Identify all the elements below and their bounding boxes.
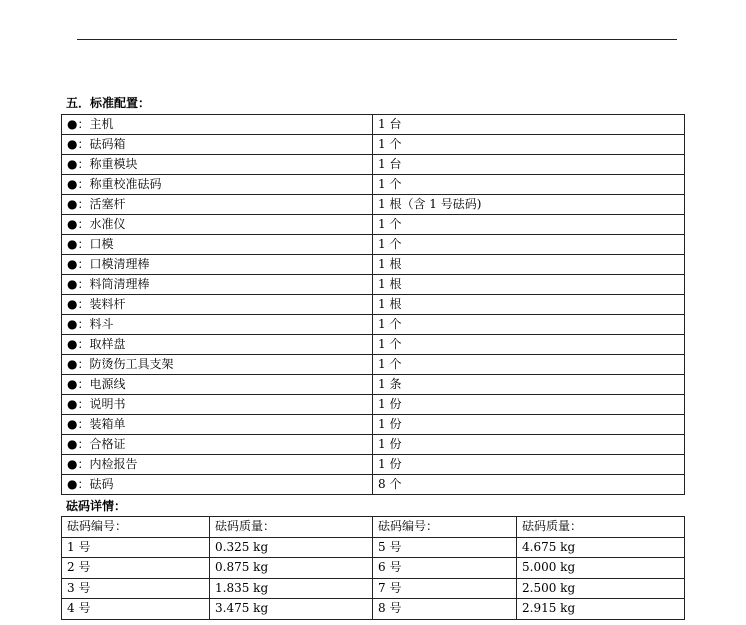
weights-header-cell: 砝码编号：: [373, 517, 517, 538]
weights-header-row: [62, 517, 685, 538]
config-item-qty: 1 个: [373, 355, 685, 375]
config-item-label: 口模: [89, 237, 114, 251]
config-item-qty: 1 根: [373, 295, 685, 315]
weights-row: [62, 537, 685, 558]
bullet-prefix: ●：: [67, 417, 90, 431]
config-item-name: [62, 355, 373, 375]
bullet-prefix: ●：: [67, 277, 90, 291]
config-item-name: [62, 455, 373, 475]
bullet-prefix: ●：: [67, 217, 90, 231]
weight-number-cell: 7 号: [373, 578, 517, 599]
config-item-qty: 1 根（含 1 号砝码): [373, 195, 685, 215]
config-item-name: [62, 435, 373, 455]
bullet-prefix: ●：: [67, 357, 90, 371]
config-item-name: [62, 295, 373, 315]
config-row: [62, 435, 685, 455]
config-item-label: 取样盘: [89, 337, 126, 351]
weight-number-cell: 6 号: [373, 558, 517, 579]
config-row: [62, 295, 685, 315]
config-item-qty: 1 个: [373, 235, 685, 255]
weights-header-cell: 砝码质量：: [517, 517, 685, 538]
weights-row: [62, 599, 685, 620]
weights-row: [62, 558, 685, 579]
config-item-label: 说明书: [89, 397, 126, 411]
weights-title: 砝码详情：: [66, 499, 127, 513]
weights-header-cell: 砝码编号：: [62, 517, 210, 538]
config-row: [62, 395, 685, 415]
weight-mass-cell: 3.475 kg: [210, 599, 373, 620]
config-item-qty: 1 份: [373, 435, 685, 455]
config-item-label: 砝码箱: [89, 137, 126, 151]
bullet-prefix: ●：: [67, 377, 90, 391]
bullet-prefix: ●：: [67, 457, 90, 471]
config-item-label: 称重校准砝码: [89, 177, 162, 191]
bullet-prefix: ●：: [67, 317, 90, 331]
config-item-name: [62, 375, 373, 395]
standard-config-table: [61, 114, 685, 495]
config-row: [62, 275, 685, 295]
bullet-prefix: ●：: [67, 157, 90, 171]
bullet-prefix: ●：: [67, 117, 90, 131]
config-item-qty: 1 条: [373, 375, 685, 395]
bullet-prefix: ●：: [67, 197, 90, 211]
weight-mass-cell: 0.875 kg: [210, 558, 373, 579]
config-row: [62, 255, 685, 275]
config-row: [62, 415, 685, 435]
weight-mass-cell: 4.675 kg: [517, 537, 685, 558]
config-item-name: [62, 315, 373, 335]
config-item-name: [62, 415, 373, 435]
config-item-name: [62, 115, 373, 135]
config-item-label: 口模清理棒: [89, 257, 150, 271]
config-item-qty: 8 个: [373, 475, 685, 495]
config-item-label: 内检报告: [89, 457, 138, 471]
weight-mass-cell: 0.325 kg: [210, 537, 373, 558]
bullet-prefix: ●：: [67, 297, 90, 311]
config-item-name: [62, 135, 373, 155]
config-item-label: 料斗: [89, 317, 114, 331]
weight-number-cell: 1 号: [62, 537, 210, 558]
config-item-label: 料筒清理棒: [89, 277, 150, 291]
config-row: [62, 235, 685, 255]
config-row: [62, 455, 685, 475]
config-item-qty: 1 份: [373, 395, 685, 415]
config-item-label: 称重模块: [89, 157, 138, 171]
config-item-label: 水准仪: [89, 217, 126, 231]
bullet-prefix: ●：: [67, 397, 90, 411]
config-item-name: [62, 275, 373, 295]
config-item-name: [62, 395, 373, 415]
weight-number-cell: 4 号: [62, 599, 210, 620]
bullet-prefix: ●：: [67, 237, 90, 251]
config-item-qty: 1 个: [373, 175, 685, 195]
config-item-name: [62, 475, 373, 495]
config-item-name: [62, 335, 373, 355]
bullet-prefix: ●：: [67, 257, 90, 271]
config-item-name: [62, 195, 373, 215]
config-item-qty: 1 台: [373, 115, 685, 135]
config-item-label: 合格证: [89, 437, 126, 451]
weight-mass-cell: 5.000 kg: [517, 558, 685, 579]
config-item-qty: 1 根: [373, 275, 685, 295]
weight-mass-cell: 2.500 kg: [517, 578, 685, 599]
bullet-prefix: ●：: [67, 437, 90, 451]
weight-number-cell: 2 号: [62, 558, 210, 579]
section-title: 五．标准配置：: [66, 96, 151, 110]
weights-table: [61, 516, 685, 620]
config-item-qty: 1 个: [373, 335, 685, 355]
weight-mass-cell: 2.915 kg: [517, 599, 685, 620]
config-row: [62, 375, 685, 395]
config-item-qty: 1 份: [373, 415, 685, 435]
config-row: [62, 135, 685, 155]
header-rule: [77, 39, 677, 40]
config-item-label: 主机: [89, 117, 114, 131]
weights-header-cell: 砝码质量：: [210, 517, 373, 538]
config-item-name: [62, 215, 373, 235]
bullet-prefix: ●：: [67, 137, 90, 151]
config-row: [62, 175, 685, 195]
weight-mass-cell: 1.835 kg: [210, 578, 373, 599]
config-item-qty: 1 台: [373, 155, 685, 175]
config-row: [62, 195, 685, 215]
config-row: [62, 315, 685, 335]
config-row: [62, 115, 685, 135]
config-item-qty: 1 份: [373, 455, 685, 475]
config-item-name: [62, 255, 373, 275]
config-row: [62, 215, 685, 235]
config-item-label: 装料杆: [89, 297, 126, 311]
config-item-label: 砝码: [89, 477, 114, 491]
config-item-name: [62, 155, 373, 175]
config-row: [62, 335, 685, 355]
config-row: [62, 355, 685, 375]
config-item-qty: 1 个: [373, 215, 685, 235]
config-row: [62, 155, 685, 175]
config-row: [62, 475, 685, 495]
bullet-prefix: ●：: [67, 477, 90, 491]
weight-number-cell: 8 号: [373, 599, 517, 620]
config-item-label: 防烫伤工具支架: [89, 357, 174, 371]
weight-number-cell: 5 号: [373, 537, 517, 558]
weight-number-cell: 3 号: [62, 578, 210, 599]
bullet-prefix: ●：: [67, 177, 90, 191]
weights-row: [62, 578, 685, 599]
config-item-label: 活塞杆: [89, 197, 126, 211]
config-item-name: [62, 235, 373, 255]
config-item-label: 装箱单: [89, 417, 126, 431]
config-item-qty: 1 根: [373, 255, 685, 275]
config-item-name: [62, 175, 373, 195]
bullet-prefix: ●：: [67, 337, 90, 351]
config-item-qty: 1 个: [373, 315, 685, 335]
config-item-qty: 1 个: [373, 135, 685, 155]
config-item-label: 电源线: [89, 377, 126, 391]
